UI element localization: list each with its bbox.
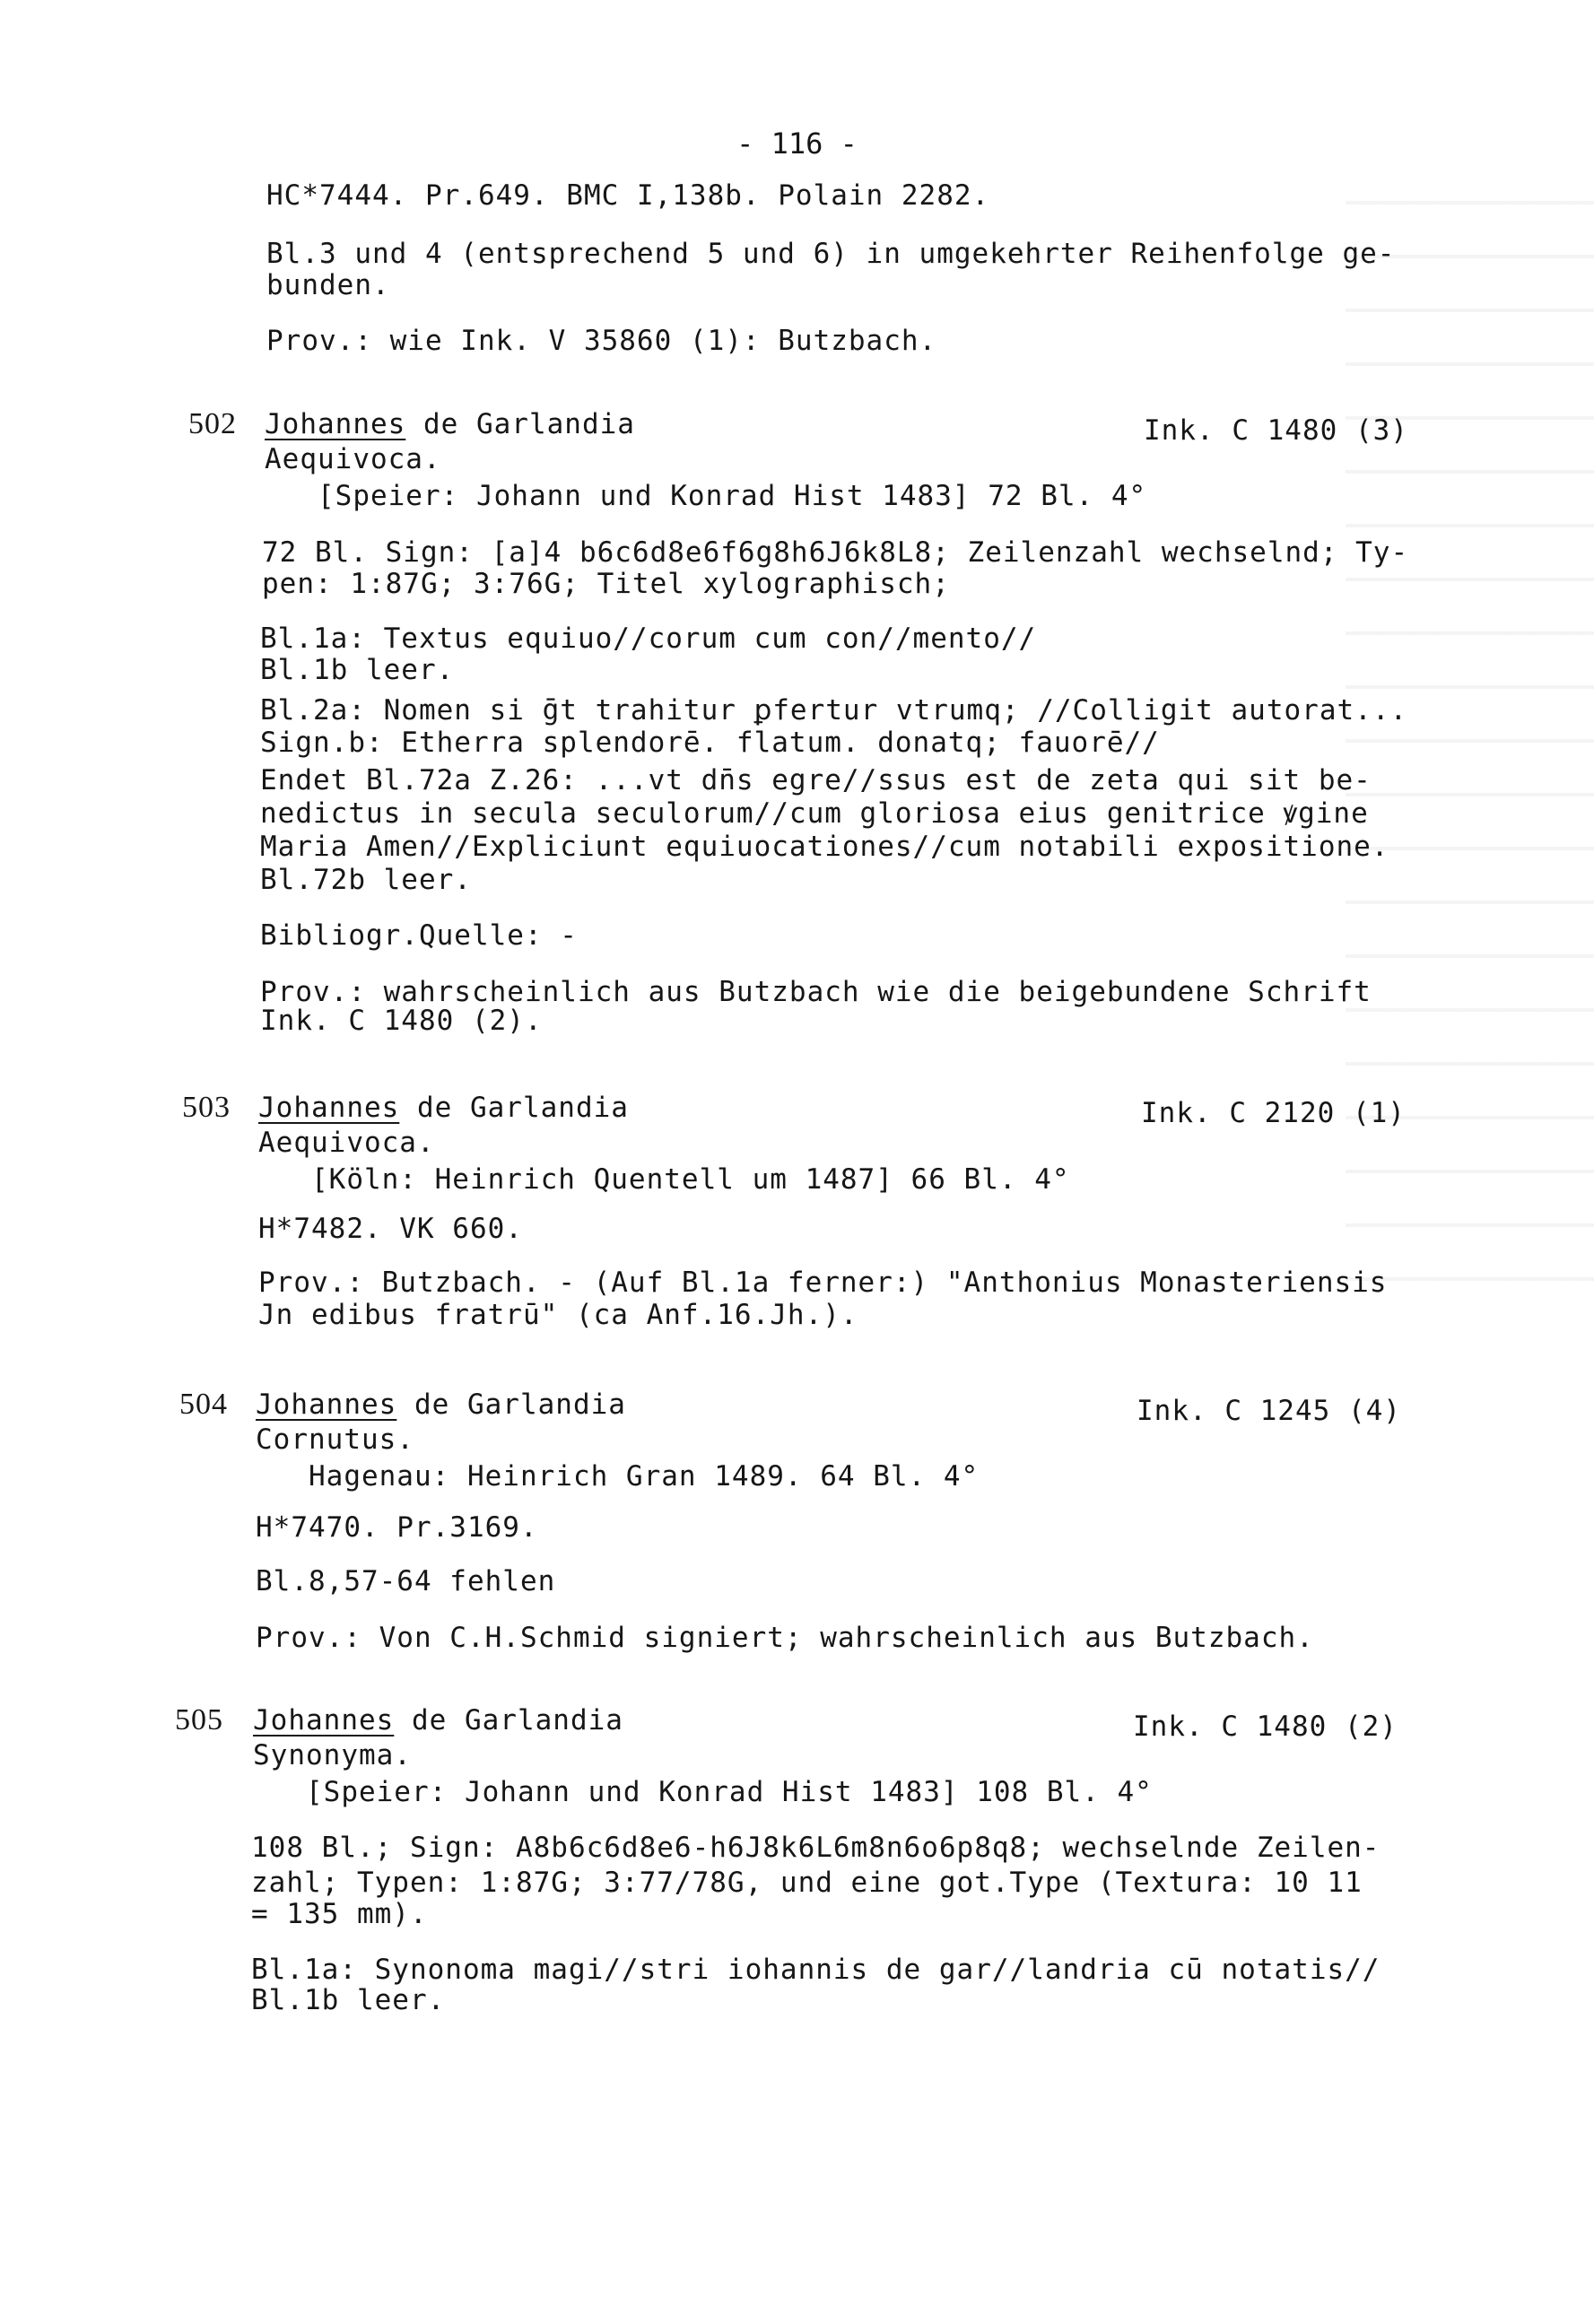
author-rest: de Garlandia (405, 408, 635, 440)
prev-entry-line: Prov.: wie Ink. V 35860 (1): Butzbach. (266, 325, 937, 357)
bleed-through-shadow (1346, 161, 1594, 1327)
page-number: - 116 - (736, 126, 858, 161)
entry-line: H*7470. Pr.3169. (256, 1511, 538, 1544)
entry-heading (253, 1704, 623, 1736)
entry-line: Bl.1a: Textus equiuo//corum cum con//mento// (260, 622, 1037, 655)
entry-line: H*7482. VK 660. (258, 1213, 523, 1245)
entry-line: zahl; Typen: 1:87G; 3:77/78G, und eine got.Type (Textura: 10 11 (251, 1867, 1363, 1899)
shelfmark: Ink. C 1245 (4) (1137, 1395, 1401, 1427)
entry-line: [Köln: Heinrich Quentell um 1487] 66 Bl. 4° (258, 1163, 1070, 1196)
author-surname: Johannes (258, 1092, 400, 1124)
entry-line: Bl.2a: Nomen si ḡt trahitur ꝑfertur vtrumq; //Colligit autorat... (260, 694, 1408, 727)
author-rest: de Garlandia (396, 1388, 626, 1421)
entry-line: Bibliogr.Quelle: - (260, 919, 578, 952)
author-surname: Johannes (256, 1388, 397, 1421)
entry-line: Bl.72b leer. (260, 864, 472, 896)
entry-line: Sign.b: Etherra splendorē. flatum. donatq; fauorē// (260, 727, 1160, 759)
entry-line: 108 Bl.; Sign: A8b6c6d8e6-h6J8k6L6m8n6o6p8q8; wechselnde Zeilen- (251, 1832, 1381, 1864)
entry-line: Prov.: wahrscheinlich aus Butzbach wie die beigebundene Schrift (260, 976, 1372, 1008)
shelfmark: Ink. C 1480 (2) (1133, 1710, 1398, 1743)
author-surname: Johannes (265, 408, 406, 440)
entry-line: 72 Bl. Sign: [a]4 b6c6d8e6f6g8h6J6k8L8; Zeilenzahl wechselnd; Ty- (262, 536, 1409, 569)
entry-heading (258, 1092, 629, 1124)
entry-line: Ink. C 1480 (2). (260, 1005, 543, 1037)
entry-line: Jn edibus fratrū" (ca Anf.16.Jh.). (258, 1299, 858, 1331)
entry-line: Prov.: Butzbach. - (Auf Bl.1a ferner:) "Anthonius Monasteriensis (258, 1266, 1388, 1299)
author-rest: de Garlandia (399, 1092, 629, 1124)
prev-entry-line: Bl.3 und 4 (entsprechend 5 und 6) in umgekehrter Reihenfolge ge- (266, 238, 1396, 270)
shelfmark: Ink. C 2120 (1) (1141, 1097, 1406, 1129)
entry-line: pen: 1:87G; 3:76G; Titel xylographisch; (262, 568, 950, 600)
entry-line: = 135 mm). (251, 1898, 428, 1930)
entry-line: Bl.1a: Synonoma magi//stri iohannis de gar//landria cū notatis// (251, 1954, 1381, 1986)
entry-line: Prov.: Von C.H.Schmid signiert; wahrscheinlich aus Butzbach. (256, 1622, 1314, 1654)
entry-line: Synonyma. (253, 1739, 412, 1771)
entry-line: Maria Amen//Expliciunt equiuocationes//cum notabili expositione. (260, 831, 1389, 863)
author-rest: de Garlandia (394, 1704, 623, 1736)
entry-line: [Speier: Johann und Konrad Hist 1483] 108 Bl. 4° (253, 1776, 1153, 1808)
entry-line: Endet Bl.72a Z.26: ...vt dn̄s egre//ssus est de zeta qui sit be- (260, 764, 1372, 796)
entry-line: Cornutus. (256, 1423, 414, 1456)
entry-number: 502 (188, 407, 237, 440)
entry-line: Aequivoca. (265, 443, 441, 475)
prev-entry-line: bunden. (266, 269, 390, 301)
shelfmark: Ink. C 1480 (3) (1144, 414, 1408, 447)
entry-line: Bl.1b leer. (260, 654, 455, 686)
prev-entry-line: HC*7444. Pr.649. BMC I,138b. Polain 2282. (266, 179, 990, 212)
author-surname: Johannes (253, 1704, 395, 1736)
entry-line: Bl.8,57-64 fehlen (256, 1565, 556, 1597)
entry-number: 504 (179, 1388, 228, 1421)
entry-number: 503 (182, 1091, 231, 1124)
entry-line: nedictus in secula seculorum//cum gloriosa eius genitrice ꝟgine (260, 797, 1369, 830)
entry-line: Bl.1b leer. (251, 1984, 446, 2016)
entry-line: Aequivoca. (258, 1127, 435, 1159)
entry-heading (256, 1388, 626, 1421)
entry-line: Hagenau: Heinrich Gran 1489. 64 Bl. 4° (256, 1460, 980, 1493)
entry-line: [Speier: Johann und Konrad Hist 1483] 72 Bl. 4° (265, 480, 1147, 512)
entry-heading (265, 408, 635, 440)
entry-number: 505 (175, 1703, 223, 1736)
